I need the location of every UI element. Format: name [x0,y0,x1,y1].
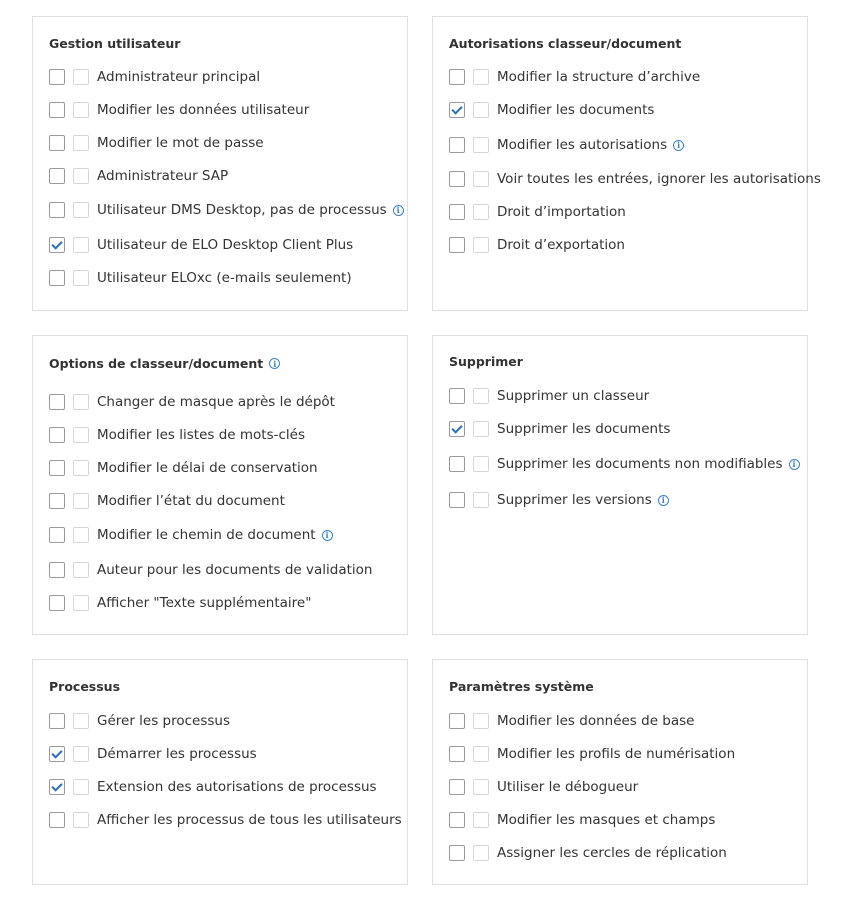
inherited-checkbox[interactable] [73,237,89,253]
permission-checkbox[interactable] [49,595,65,611]
inherited-checkbox[interactable] [473,237,489,253]
permission-checkbox[interactable] [49,202,65,218]
permission-label: Modifier le délai de conservation [97,460,318,476]
permission-checkbox[interactable] [49,713,65,729]
permission-checkbox[interactable] [449,204,465,220]
permission-row[interactable] [49,201,404,219]
panel-title: Paramètres système [449,679,594,694]
permission-checkbox[interactable] [49,812,65,828]
permission-row[interactable] [449,712,694,730]
permission-label: Utilisateur de ELO Desktop Client Plus [97,237,354,253]
permission-checkbox[interactable] [449,388,465,404]
inherited-checkbox[interactable] [473,492,489,508]
panel-gestion-utilisateur [32,16,408,311]
permission-label: Supprimer les versions [497,492,652,508]
permission-row[interactable] [49,492,285,510]
permission-checkbox[interactable] [449,456,465,472]
permission-checkbox[interactable] [49,746,65,762]
permission-row[interactable] [49,134,264,152]
inherited-checkbox[interactable] [473,102,489,118]
permission-checkbox[interactable] [49,394,65,410]
inherited-checkbox[interactable] [73,270,89,286]
inherited-checkbox[interactable] [473,812,489,828]
permission-row[interactable] [449,455,800,473]
permission-label: Modifier la structure d’archive [497,69,701,85]
permission-checkbox[interactable] [449,421,465,437]
panel-supprimer [432,335,808,635]
permission-label: Supprimer un classeur [497,388,650,404]
permission-checkbox[interactable] [449,746,465,762]
permission-checkbox[interactable] [49,427,65,443]
permission-label: Droit d’importation [497,204,626,220]
permission-row[interactable] [449,387,649,405]
panel-title: Supprimer [449,354,523,369]
info-icon[interactable]: i [322,530,333,541]
permission-label: Afficher les processus de tous les utilisateurs [97,812,402,828]
permission-checkbox[interactable] [49,460,65,476]
panel-title: Autorisations classeur/document [449,36,682,51]
info-icon[interactable]: i [789,459,800,470]
permission-label: Modifier le chemin de document [97,527,316,543]
permission-checkbox[interactable] [49,270,65,286]
permission-label: Supprimer les documents [497,421,671,437]
permission-row[interactable] [449,745,735,763]
inherited-checkbox[interactable] [73,102,89,118]
permission-label: Changer de masque après le dépôt [97,394,335,410]
info-icon[interactable]: i [658,495,669,506]
inherited-checkbox[interactable] [473,779,489,795]
permission-row[interactable] [49,561,372,579]
permission-row[interactable] [49,778,377,796]
inherited-checkbox[interactable] [73,202,89,218]
permission-label: Modifier les documents [497,102,655,118]
permission-row[interactable] [449,170,821,188]
inherited-checkbox[interactable] [73,460,89,476]
permission-checkbox[interactable] [49,562,65,578]
permission-row[interactable] [449,203,626,221]
permission-row[interactable] [449,844,727,862]
panel-processus [32,659,408,885]
permission-checkbox[interactable] [449,69,465,85]
panel-parametres-systeme [432,659,808,885]
permission-label: Gérer les processus [97,713,231,729]
permission-checkbox[interactable] [49,168,65,184]
permission-row[interactable] [449,811,715,829]
permission-checkbox[interactable] [49,779,65,795]
permission-label: Utilisateur DMS Desktop, pas de processus [97,202,387,218]
permission-label: Assigner les cercles de réplication [497,845,727,861]
inherited-checkbox[interactable] [473,171,489,187]
info-icon[interactable]: i [269,358,280,369]
inherited-checkbox[interactable] [473,845,489,861]
permission-row[interactable] [49,167,228,185]
permission-checkbox[interactable] [449,779,465,795]
permission-row[interactable] [49,269,352,287]
info-icon[interactable]: i [673,140,684,151]
permission-checkbox[interactable] [49,69,65,85]
permission-checkbox[interactable] [449,492,465,508]
panel-autorisations [432,16,821,311]
permission-row[interactable] [449,236,625,254]
permission-checkbox[interactable] [449,237,465,253]
permission-checkbox[interactable] [49,135,65,151]
inherited-checkbox[interactable] [73,746,89,762]
inherited-checkbox[interactable] [73,427,89,443]
panel-options-classeur [32,335,408,635]
permission-row[interactable] [449,420,670,438]
inherited-checkbox[interactable] [473,69,489,85]
permission-label: Droit d’exportation [497,237,625,253]
permission-row[interactable] [49,101,309,119]
permission-row[interactable] [49,745,257,763]
permission-label: Modifier les données de base [497,713,695,729]
permission-checkbox[interactable] [49,237,65,253]
permission-row[interactable] [449,101,654,119]
inherited-checkbox[interactable] [73,168,89,184]
inherited-checkbox[interactable] [73,493,89,509]
permission-checkbox[interactable] [49,527,65,543]
inherited-checkbox[interactable] [73,527,89,543]
permission-checkbox[interactable] [449,171,465,187]
panel-title: Options de classeur/document [49,356,264,371]
permission-label: Utiliser le débogueur [497,779,639,795]
permission-label: Utilisateur ELOxc (e-mails seulement) [97,270,352,286]
permission-label: Modifier les données utilisateur [97,102,310,118]
permission-row[interactable] [49,712,230,730]
permission-checkbox[interactable] [49,102,65,118]
permission-label: Modifier les masques et champs [497,812,716,828]
inherited-checkbox[interactable] [473,456,489,472]
permission-label: Modifier le mot de passe [97,135,264,151]
permission-label: Afficher "Texte supplémentaire" [97,595,312,611]
permission-label: Démarrer les processus [97,746,257,762]
info-icon[interactable]: i [393,205,404,216]
permission-label: Voir toutes les entrées, ignorer les autorisations [497,171,821,187]
permission-label: Modifier l’état du document [97,493,285,509]
permission-row[interactable] [449,491,669,509]
permission-checkbox[interactable] [449,102,465,118]
permission-label: Modifier les autorisations [497,137,668,153]
permission-checkbox[interactable] [49,493,65,509]
permission-label: Modifier les listes de mots-clés [97,427,306,443]
permission-checkbox[interactable] [449,137,465,153]
permission-row[interactable] [49,236,353,254]
permission-row[interactable] [49,393,335,411]
inherited-checkbox[interactable] [73,394,89,410]
inherited-checkbox[interactable] [473,713,489,729]
inherited-checkbox[interactable] [473,421,489,437]
permission-label: Administrateur principal [97,69,261,85]
panel-title: Gestion utilisateur [49,36,181,51]
panel-title-row [49,356,280,371]
inherited-checkbox[interactable] [473,204,489,220]
permission-label: Auteur pour les documents de validation [97,562,373,578]
permission-row[interactable] [49,459,318,477]
permission-label: Administrateur SAP [97,168,229,184]
inherited-checkbox[interactable] [473,746,489,762]
permission-row[interactable] [49,594,311,612]
permission-row[interactable] [49,68,260,86]
inherited-checkbox[interactable] [473,388,489,404]
permission-row[interactable] [49,811,402,829]
inherited-checkbox[interactable] [473,137,489,153]
inherited-checkbox[interactable] [73,713,89,729]
permission-row[interactable] [49,526,333,544]
permission-checkbox[interactable] [449,845,465,861]
panel-title: Processus [49,679,121,694]
inherited-checkbox[interactable] [73,562,89,578]
permission-label: Extension des autorisations de processus [97,779,377,795]
inherited-checkbox[interactable] [73,595,89,611]
permission-row[interactable] [449,778,638,796]
permission-label: Supprimer les documents non modifiables [497,456,783,472]
permission-row[interactable] [49,426,305,444]
permission-row[interactable] [449,136,684,154]
inherited-checkbox[interactable] [73,812,89,828]
inherited-checkbox[interactable] [73,135,89,151]
permission-checkbox[interactable] [449,713,465,729]
inherited-checkbox[interactable] [73,779,89,795]
permission-checkbox[interactable] [449,812,465,828]
permission-label: Modifier les profils de numérisation [497,746,736,762]
permission-row[interactable] [449,68,700,86]
inherited-checkbox[interactable] [73,69,89,85]
